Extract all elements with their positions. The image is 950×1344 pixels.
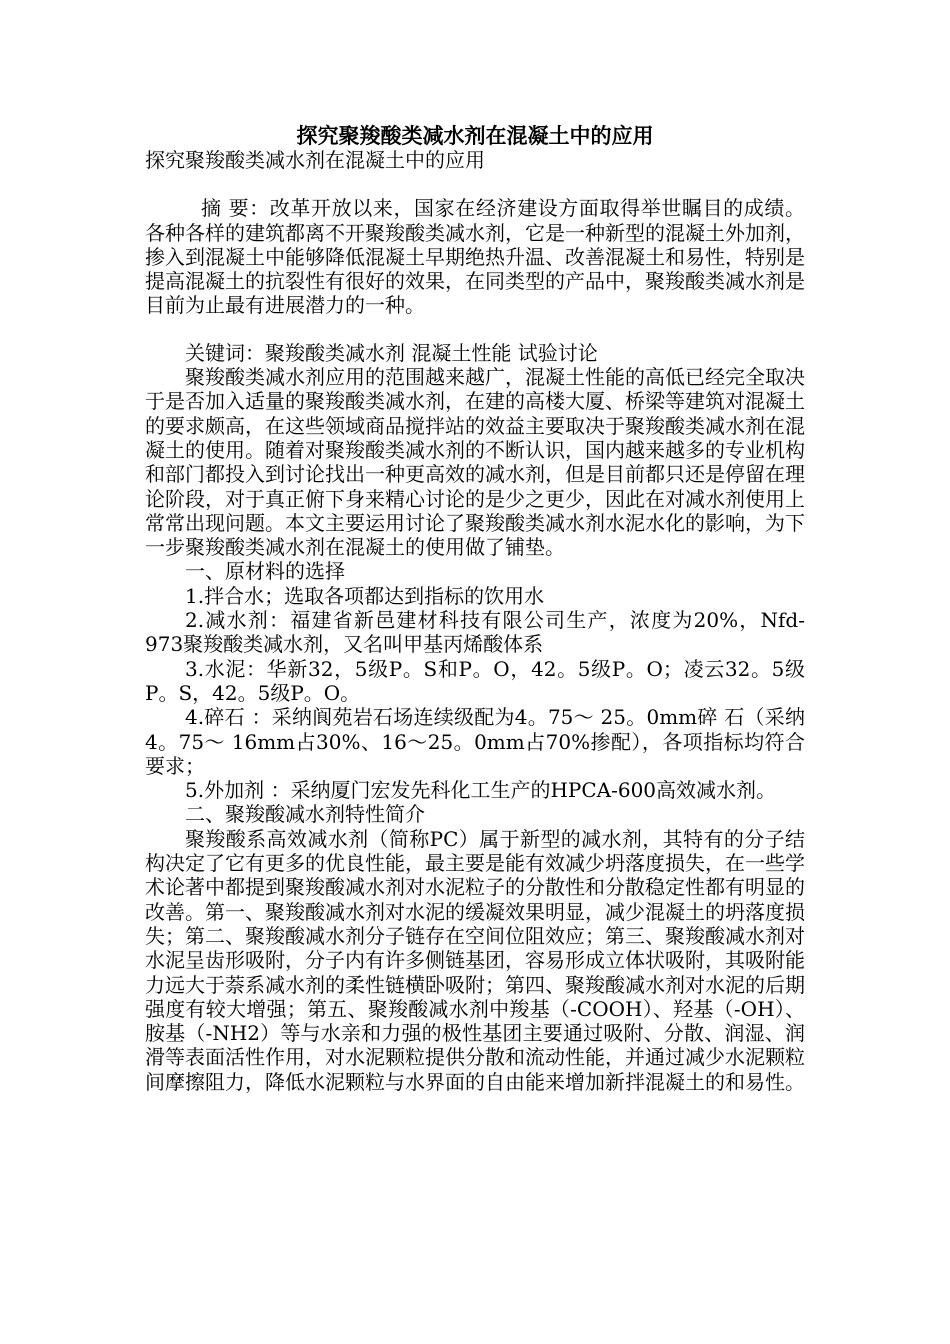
document-subtitle: 探究聚羧酸类减水剂在混凝土中的应用	[145, 148, 485, 172]
keywords-line: 关键词：聚羧酸类减水剂 混凝土性能 试验讨论	[185, 340, 598, 365]
list-item-reducer: 2.减水剂：福建省新邑建材科技有限公司生产，浓度为20%，Nfd-973聚羧酸类减水剂，又名叫甲基丙烯酸体系	[145, 608, 805, 657]
list-item-cement: 3.水泥：华新32，5级P。S和P。O，42。5级P。O；凌云32。5级P。S，42。5级P。O。	[145, 656, 805, 705]
list-item-water: 1.拌合水；选取各项都达到指标的饮用水	[185, 583, 545, 608]
list-item-admixture: 5.外加剂 ：采纳厦门宏发先科化工生产的HPCA-600高效减水剂。	[185, 778, 777, 803]
properties-paragraph: 聚羧酸系高效减水剂（简称PC）属于新型的减水剂，其特有的分子结构决定了它有更多的优良性能，最主要是能有效减少坍落度损失，在一些学术论著中都提到聚羧酸减水剂对水泥粒子的分散性和分散稳定性都有明显的改善。第一、聚羧酸减水剂对水泥的缓凝效果明显，减少混凝土的坍落度损失；第二、聚羧酸减水剂分子链存在空间位阻效应；第三、聚羧酸减水剂对水泥呈齿形吸附，分子内有许多侧链基团，容易形成立体状吸附，其吸附能力远大于萘系减水剂的柔性链横卧吸附；第四、聚羧酸减水剂对水泥的后期强度有较大增强；第五、聚羧酸减水剂中羧基（-COOH）、羟基（-OH）、胺基（-NH2）等与水亲和力强的极性基团主要通过吸附、分散、润湿、润滑等表面活性作用，对水泥颗粒提供分散和流动性能，并通过减少水泥颗粒间摩擦阻力，降低水泥颗粒与水界面的自由能来增加新拌混凝土的和易性。	[145, 826, 805, 1094]
intro-paragraph: 聚羧酸类减水剂应用的范围越来越广，混凝土性能的高低已经完全取决于是否加入适量的聚羧酸类减水剂，在建的高楼大厦、桥梁等建筑对混凝土的要求颇高，在这些领域商品搅拌站的效益主要取决于聚羧酸类减水剂在混凝土的使用。随着对聚羧酸类减水剂的不断认识，国内越来越多的专业机构和部门都投入到讨论找出一种更高效的减水剂，但是目前都只还是停留在理论阶段，对于真正俯下身来精心讨论的是少之更少，因此在对减水剂使用上常常出现问题。本文主要运用讨论了聚羧酸类减水剂水泥水化的影响，为下一步聚羧酸类减水剂在混凝土的使用做了铺垫。	[145, 365, 805, 560]
section-heading-properties: 二、聚羧酸减水剂特性简介	[185, 802, 425, 827]
list-item-gravel: 4.碎石 ：采纳阆苑岩石场连续级配为4。75～ 25。0mm碎 石（采纳 4。75～ 16mm占30%、16～25。0mm占70%掺配），各项指标均符合要求；	[145, 705, 805, 778]
page-title: 探究聚羧酸类减水剂在混凝土中的应用	[296, 123, 654, 148]
document-body	[145, 148, 805, 1094]
section-heading-materials: 一、原材料的选择	[185, 559, 345, 584]
abstract-paragraph: 摘 要：改革开放以来，国家在经济建设方面取得举世瞩目的成绩。各种各样的建筑都离不开聚羧酸类减水剂，它是一种新型的混凝土外加剂，掺入到混凝土中能够降低混凝土早期绝热升温、改善混凝土和易性，特别是提高混凝土的抗裂性有很好的效果，在同类型的产品中，聚羧酸类减水剂是目前为止最有进展潜力的一种。	[145, 196, 805, 318]
